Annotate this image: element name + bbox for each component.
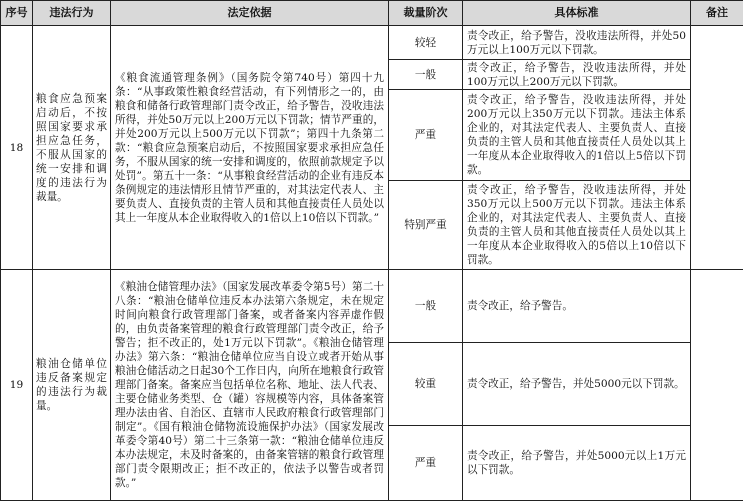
table-row: [1, 270, 743, 343]
row-level: 较重: [389, 343, 463, 426]
row-seq: 18: [1, 26, 33, 270]
header-level: 裁量阶次: [389, 1, 463, 26]
row-standard: 责令改正，给予警告，没收违法所得，并处100万元以上200万元以下罚款。: [463, 60, 691, 90]
row-level: 特别严重: [389, 181, 463, 270]
row-standard: 责令改正，给予警告，并处5000元以下罚款。: [463, 343, 691, 426]
table-row: [1, 26, 743, 60]
row-basis: 《粮油仓储管理办法》（国家发展改革委令第5号）第二十八条：“粮油仓储单位违反本办法第六条规定，未在规定时间向粮食行政管理部门备案，或者备案内容弄虚作假的，由负责备案管理的粮食行政管理部门责令改正，给予警告；拒不改正的，处1万元以下罚款”。《粮油仓储管理办法》第六条：“粮油仓储单位应当自设立或者开始从事粮油仓储活动之日起30个工作日内，向所在地粮食行政管理部门备案。备案应当包括单位名称、地址、法人代表、主要仓储业务类型、仓（罐）容规模等内容，具体备案管理办法由省、自治区、直辖市人民政府粮食行政管理部门制定”。《国有粮油仓储物流设施保护办法》（国家发展改革委令第40号）第二十三条第一款：“粮油仓储单位违反本办法规定，未及时备案的，由备案管辖的粮食行政管理部门责令限期改正；拒不改正的，依法予以警告或者罚款。”: [111, 270, 389, 501]
header-violation: 违法行为: [33, 1, 111, 26]
row-level: 严重: [389, 426, 463, 501]
row-remark: [691, 270, 743, 501]
row-standard: 责令改正，给予警告，没收违法所得，并处350万元以上500万元以下罚款。违法主体系企业的，对其法定代表人、主要负责人、直接负责的主管人员和其他直接责任人员处以其上一年度从本企业取得收入的5倍以上10倍以下罚款。: [463, 181, 691, 270]
header-standard: 具体标准: [463, 1, 691, 26]
header-remark: 备注: [691, 1, 743, 26]
row-violation: 粮食应急预案启动后，不按照国家要求承担应急任务，不服从国家的统一安排和调度的违法行为裁量。: [33, 26, 111, 270]
row-remark: [691, 26, 743, 270]
row-seq: 19: [1, 270, 33, 501]
row-level: 一般: [389, 60, 463, 90]
row-level: 严重: [389, 90, 463, 181]
row-standard: 责令改正，给予警告，没收违法所得，并处50万元以上100万元以下罚款。: [463, 26, 691, 60]
row-standard: 责令改正，给予警告，没收违法所得，并处200万元以上350万元以下罚款。违法主体系企业的，对其法定代表人、主要负责人、直接负责的主管人员和其他直接责任人员处以其上一年度从本企业取得收入的1倍以上5倍以下罚款。: [463, 90, 691, 181]
header-basis: 法定依据: [111, 1, 389, 26]
row-basis: 《粮食流通管理条例》（国务院令第740号）第四十九条：“从事政策性粮食经营活动，有下列情形之一的，由粮食和储备行政管理部门责令改正，给予警告，没收违法所得，并处50万元以上200万元以下罚款；情节严重的，并处200万元以上500万元以下罚款”；第四十九条第二款：“粮食应急预案启动后，不按照国家要求承担应急任务，不服从国家的统一安排和调度的，依照前款规定予以处罚”。第五十一条：“从事粮食经营活动的企业有违反本条例规定的违法情形且情节严重的，对其法定代表人、主要负责人、直接负责的主管人员和其他直接责任人员处以其上一年度从本企业取得收入的1倍以上10倍以下罚款。”: [111, 26, 389, 270]
row-level: 较轻: [389, 26, 463, 60]
row-standard: 责令改正，给予警告。: [463, 270, 691, 343]
header-seq: 序号: [1, 1, 33, 26]
header-row: [1, 1, 743, 26]
row-violation: 粮油仓储单位违反备案规定的违法行为裁量。: [33, 270, 111, 501]
row-standard: 责令改正，给予警告，并处5000元以上1万元以下罚款。: [463, 426, 691, 501]
row-level: 一般: [389, 270, 463, 343]
